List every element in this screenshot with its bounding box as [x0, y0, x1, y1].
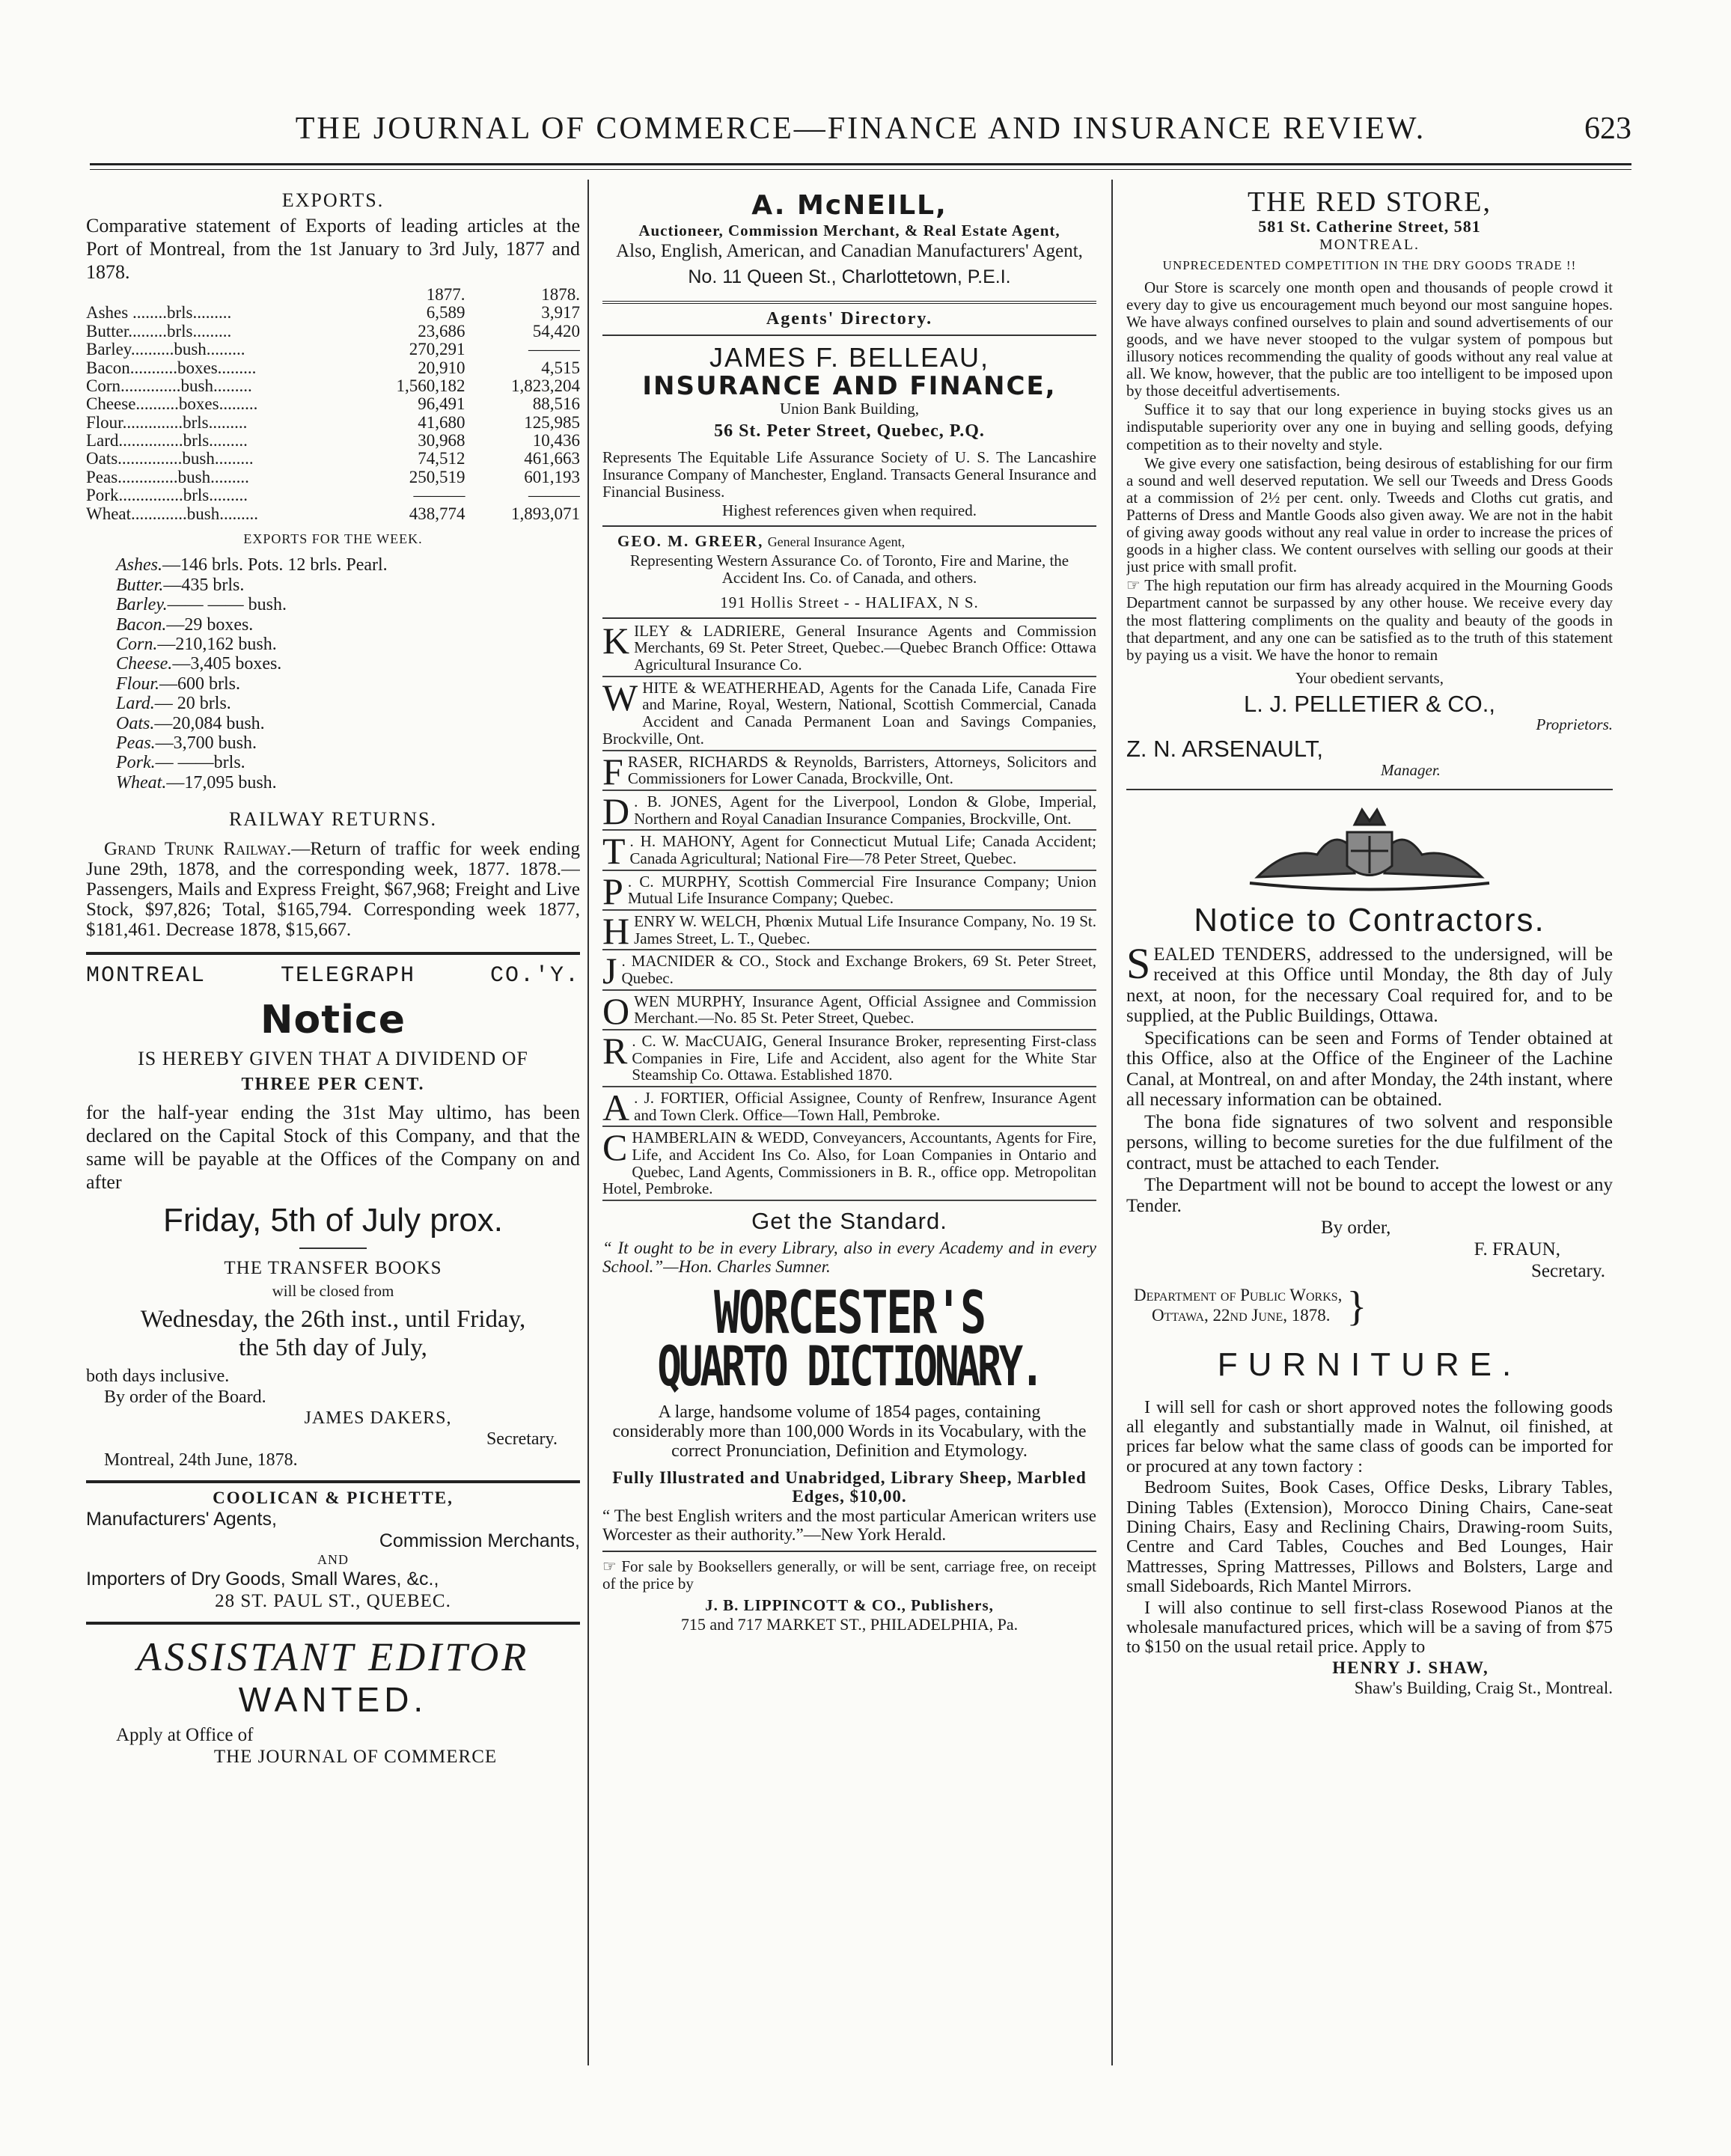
export-value: 88,516 [532, 394, 580, 414]
masthead [90, 112, 1631, 157]
contractors-p1-text: EALED TENDERS, addressed to the undersigned, will be received at this Office until Monday, the 8th day of July next, at noon, for the necessary Coal required for, and to be supplied, at the Public Buildings, Ottawa. [1126, 944, 1613, 1027]
export-item: Cheese..........boxes......... [86, 395, 258, 414]
week-item-value: —17,095 bush. [166, 772, 277, 793]
assistant-apply: Apply at Office of [116, 1724, 254, 1745]
list-item [116, 753, 580, 772]
directory-dropcap: T [602, 830, 626, 873]
masthead-rule [90, 163, 1631, 165]
assistant-journal: THE JOURNAL OF COMMERCE [213, 1746, 498, 1767]
coolican-line4: 28 ST. PAUL ST., QUEBEC. [215, 1590, 451, 1611]
telegraph-three-per-cent: THREE PER CENT. [241, 1074, 425, 1094]
coolican-name: COOLICAN & PICHETTE, [213, 1488, 454, 1508]
contractors-p4: The Department will not be bound to accept the lowest or any Tender. [1126, 1175, 1613, 1216]
coolican-line1: Manufacturers' Agents, [86, 1509, 277, 1530]
furniture-p1: I will sell for cash or short approved notes the following goods all elegantly and substantially made in Walnut, oil finished, at prices far below what the same class of goods can be imported for or procured at any town factory : [1126, 1397, 1613, 1476]
list-item [116, 773, 580, 793]
week-item-value: —3,700 bush. [155, 733, 257, 753]
contractors-p1 [1126, 938, 1613, 1027]
contractors-signer: F. FRAUN, [1474, 1239, 1560, 1260]
telegraph-hereby: IS HEREBY GIVEN THAT A DIVIDEND OF [138, 1047, 528, 1069]
list-item [116, 615, 580, 635]
telegraph-signer-title: Secretary. [486, 1429, 558, 1449]
export-item: Lard...............brls......... [86, 432, 248, 451]
greer-address: 191 Hollis Street - - HALIFAX, N S. [720, 593, 979, 611]
telegraph-closed: will be closed from [272, 1281, 394, 1300]
contractors-by-order: By order, [1321, 1218, 1391, 1239]
table-row [86, 468, 580, 486]
week-item-name: Peas. [116, 733, 156, 753]
belleau-address: 56 St. Peter Street, Quebec, P.Q. [714, 421, 985, 442]
directory-dropcap: C [602, 1126, 628, 1169]
exports-item-header [86, 286, 350, 305]
week-item-value: —146 brls. Pots. 12 brls. Pearl. [162, 555, 388, 575]
telegraph-wednesday-1: Wednesday, the 26th inst., until Friday, [140, 1306, 526, 1334]
telegraph-word: TELEGRAPH [280, 963, 416, 989]
export-value: ——— [528, 486, 580, 505]
exports-year-b: 1878. [541, 284, 580, 304]
section-rule [86, 1622, 580, 1625]
red-store-firm: L. J. PELLETIER & CO., [1244, 690, 1495, 717]
exports-heading: EXPORTS. [281, 189, 385, 211]
export-item: Peas..............bush......... [86, 468, 249, 486]
week-item-value: —210,162 bush. [157, 634, 277, 654]
export-value: 601,193 [524, 467, 580, 486]
greer-role: General Insurance Agent, [767, 534, 906, 550]
telegraph-order: By order of the Board. [104, 1387, 266, 1407]
export-value: 74,512 [418, 449, 465, 468]
red-store-tagline: UNPRECEDENTED COMPETITION IN THE DRY GOODS TRADE !! [1162, 258, 1577, 273]
telegraph-body: for the half-year ending the 31st May ultimo, has been declared on the Capital Stock of this Company, and that the same will be payable at the Offices of the Company on and after [86, 1101, 580, 1194]
export-item: Oats...............bush......... [86, 450, 254, 468]
exports-table-body [86, 304, 580, 523]
week-item-value: —435 brls. [163, 575, 245, 595]
column-middle [602, 180, 1096, 2103]
mcneill-name: A. McNEILL, [751, 190, 947, 221]
list-item [116, 674, 580, 694]
list-item [116, 694, 580, 713]
export-value: 20,910 [418, 358, 465, 377]
section-rule [86, 952, 580, 955]
standard-publisher: J. B. LIPPINCOTT & CO., Publishers, [705, 1596, 994, 1615]
telegraph-heading [86, 964, 580, 988]
directory-entry [602, 791, 1096, 831]
section-rule [602, 525, 1096, 527]
export-value: 4,515 [541, 358, 580, 377]
export-value: 3,917 [541, 303, 580, 323]
section-rule [86, 1480, 580, 1483]
assistant-wanted: WANTED. [238, 1680, 428, 1720]
directory-entry [602, 1127, 1096, 1201]
directory-entry [602, 751, 1096, 791]
belleau-text: Represents The Equitable Life Assurance Society of U. S. The Lancashire Insurance Company of Manchester, England. Transacts General Insurance and Financial Business. [602, 448, 1096, 501]
standard-heading: Get the Standard. [751, 1207, 947, 1234]
directory-entry [602, 871, 1096, 911]
directory-entry-text: . MACNIDER & CO., Stock and Exchange Brokers, 69 St. Peter Street, Quebec. [621, 952, 1096, 987]
export-value: 461,663 [524, 449, 580, 468]
standard-herald: “ The best English writers and the most particular American writers use Worcester as their authority.”—New York Herald. [602, 1506, 1096, 1545]
railway-text [86, 839, 580, 940]
directory-entries [602, 620, 1096, 1201]
railway-lead: Grand Trunk Railway. [104, 839, 292, 860]
directory-entry [602, 911, 1096, 950]
export-item: Butter.........brls......... [86, 322, 232, 340]
furniture-address: Shaw's Building, Craig St., Montreal. [1354, 1678, 1613, 1697]
red-store-p3: We give every one satisfaction, being desirous of establishing for our firm a sound and well deserved reputation. We sell our Tweeds and Dress Goods at a commission of 2½ per cent. only. Tweeds and Cloths cut gratis, and Patterns of Dress and Mantle Goods also given away. We are not in the habit of giving away goods without any real value in order to increase the prices of goods in a higher class. We content ourselves with selling our goods at their just price with small profit. [1126, 454, 1613, 576]
exports-table [86, 286, 580, 523]
directory-entry-text: . B. JONES, Agent for the Liverpool, London & Globe, Imperial, Northern and Royal Canadian Insurance Companies, Brockville, Ont. [634, 792, 1096, 828]
short-rule [299, 1248, 367, 1249]
export-item: Barley..........bush......... [86, 340, 245, 359]
belleau-building: Union Bank Building, [779, 400, 920, 418]
contractors-p3: The bona fide signatures of two solvent and responsible persons, willing to become sureties for the due fulfilment of the contract, must be attached to each Tender. [1126, 1111, 1613, 1173]
red-store-servants: Your obedient servants, [1295, 668, 1444, 687]
directory-entry-text: . C. MURPHY, Scottish Commercial Fire Insurance Company; Union Mutual Life Insurance Company; Quebec. [627, 872, 1096, 908]
section-rule [602, 1551, 1096, 1552]
list-item [116, 733, 580, 753]
greer-name: GEO. M. GREER, [617, 532, 764, 551]
contractors-dept-date: Ottawa, 22nd June, 1878. [1152, 1306, 1331, 1325]
week-item-value: —20,084 bush. [154, 713, 265, 733]
export-item: Wheat.............bush......... [86, 504, 258, 523]
week-item-name: Butter. [116, 575, 164, 595]
directory-entry-text: WEN MURPHY, Insurance Agent, Official Assignee and Commission Merchant.—No. 85 St. Peter Street, Quebec. [634, 992, 1096, 1027]
export-value: 41,680 [418, 412, 465, 432]
directory-dropcap: W [602, 676, 638, 718]
list-item [116, 555, 580, 575]
contractors-heading: Notice to Contractors. [1194, 902, 1545, 939]
week-item-name: Bacon. [116, 614, 167, 635]
week-item-value: — 20 brls. [154, 694, 231, 714]
red-store-city: MONTREAL. [1319, 236, 1420, 253]
table-row [86, 486, 580, 504]
export-item: Bacon...........boxes......... [86, 358, 257, 377]
pointing-hand-icon: ☞ [602, 1557, 617, 1576]
export-value: 96,491 [418, 394, 465, 414]
week-item-value: — ——brls. [155, 753, 245, 773]
standard-publisher-address: 715 and 717 MARKET ST., PHILADELPHIA, Pa. [680, 1615, 1019, 1634]
mcneill-line1: Auctioneer, Commission Merchant, & Real Estate Agent, [638, 221, 1060, 239]
week-item-name: Ashes. [116, 555, 162, 575]
standard-illustrated: Fully Illustrated and Unabridged, Library Sheep, Marbled Edges, $10,00. [612, 1468, 1087, 1506]
section-rule [1126, 789, 1613, 790]
table-row [86, 359, 580, 377]
telegraph-dateline: Montreal, 24th June, 1878. [104, 1450, 298, 1470]
red-store-proprietors: Proprietors. [1536, 715, 1613, 734]
list-item [116, 575, 580, 595]
directory-dropcap: P [602, 870, 623, 912]
export-item: Ashes ........brls......... [86, 304, 232, 323]
export-value: 23,686 [418, 321, 465, 340]
telegraph-wednesday-2: the 5th day of July, [239, 1334, 427, 1361]
belleau-name: JAMES F. BELLEAU, [709, 342, 990, 373]
red-store-p2: Suffice it to say that our long experience in buying stocks gives us an indisputable superiority over any one in buying and selling goods, defying competition as to their novelty and style. [1126, 400, 1613, 454]
week-item-name: Oats. [116, 713, 155, 733]
column-divider [1111, 180, 1113, 2065]
directory-entry [602, 1087, 1096, 1127]
red-store-p4-text: The high reputation our firm has already acquired in the Mourning Goods Department cannot be surpassed by any other house. We receive every day the most flattering compliments on the quality and beauty of the goods in that department, and any one can be satisfied as to the truth of this statement by paying us a visit. We have the honor to remain [1126, 576, 1613, 664]
standard-sale [602, 1558, 1096, 1592]
directory-dropcap: K [602, 619, 630, 662]
week-item-value: —600 brls. [159, 674, 241, 694]
export-value: 10,436 [532, 431, 580, 451]
red-store-p4 [1126, 577, 1613, 663]
directory-entry-text: . H. MAHONY, Agent for Connecticut Mutual Life; Canada Accident; Canada Agricultural; National Fire—78 Peter Street, Quebec. [629, 832, 1096, 867]
assistant-editor-title: ASSISTANT EDITOR [136, 1634, 530, 1679]
week-item-name: Pork. [116, 753, 156, 773]
greer-heading [602, 533, 1096, 550]
directory-dropcap: D [602, 790, 630, 832]
red-store-p1: Our Store is scarcely one month open and thousands of people crowd it every day to give us encouragement much beyond our most sanguine hopes. We have always confined ourselves to plain and sound advertisements of our goods, and we have never stooped to the vulgar system of pompous but illusory notices recommending the quality of goods without any real value at all. We know, however, that the public are too intelligent to be imposed upon by those deceitful advertisements. [1126, 278, 1613, 400]
exports-week-list [86, 555, 580, 793]
coolican-and: AND [317, 1552, 349, 1568]
table-row [86, 377, 580, 395]
table-row [86, 340, 580, 358]
table-row [86, 323, 580, 340]
contractors-p2: Specifications can be seen and Forms of Tender obtained at this Office, also at the Office of the Engineer of the Lachine Canal, at Montreal, on and after Monday, the 24th instant, where all necessary information can be obtained. [1126, 1027, 1613, 1111]
section-rule [602, 301, 1096, 304]
directory-entry-text: ENRY W. WELCH, Phœnix Mutual Life Insurance Company, No. 19 St. James Street, L. T., Quebec. [634, 911, 1096, 947]
directory-entry [602, 1030, 1096, 1087]
week-item-name: Wheat. [116, 772, 167, 793]
directory-dropcap: A [602, 1086, 630, 1129]
section-rule [602, 335, 1096, 336]
furniture-heading: FURNITURE. [1217, 1346, 1522, 1384]
standard-sale-text: For sale by Booksellers generally, or will be sent, carriage free, on receipt of the price by [602, 1557, 1096, 1593]
export-value: 1,560,182 [396, 376, 465, 395]
export-value: 270,291 [409, 340, 465, 359]
export-value: 54,420 [532, 321, 580, 340]
export-value: ——— [413, 486, 465, 505]
standard-quote: “ It ought to be in every Library, also in every Academy and in every School.”—Hon. Charles Sumner. [602, 1239, 1096, 1277]
week-item-name: Cheese. [116, 654, 173, 674]
masthead-title: THE JOURNAL OF COMMERCE—FINANCE AND INSURANCE REVIEW. [295, 112, 1426, 146]
directory-entry-text: . C. W. MacCUAIG, General Insurance Broker, representing First-class Companies in Fire, Life and Accident, also agent for the White Star Steamship Co. Ottawa. Established 1870. [632, 1031, 1096, 1084]
worcester-title: WORCESTER'S [713, 1278, 986, 1347]
export-item: Flour..............brls......... [86, 413, 248, 432]
export-value: 1,823,204 [511, 376, 580, 395]
export-value: 1,893,071 [511, 504, 580, 523]
contractors-dropcap: S [1126, 938, 1151, 988]
agents-directory-heading: Agents' Directory. [766, 308, 933, 329]
list-item [116, 714, 580, 733]
furniture-p2: Bedroom Suites, Book Cases, Office Desks, Library Tables, Dining Tables (Extension), Morocco Dining Chairs, Cane-seat Dining Chairs, Easy and Reclining Chairs, Drawing-room Suits, Centre and Card Tables, Couches and Bed Lounges, Hair Mattresses, Spring Mattresses, Pillows and Bolsters, Large and small Sideboards, Rich Mantel Mirrors. [1126, 1478, 1613, 1597]
coolican-line2: Commission Merchants, [379, 1530, 580, 1552]
belleau-firm: INSURANCE AND FINANCE, [642, 371, 1057, 402]
furniture-p3: I will also continue to sell first-class Rosewood Pianos at the wholesale manufactured prices, which will be a saving of from $75 to $150 on the usual retail price. Apply to [1126, 1598, 1613, 1658]
page-number: 623 [1584, 112, 1631, 146]
brace-icon: } [1346, 1283, 1367, 1331]
red-store-manager: Manager. [1381, 760, 1441, 779]
contractors-dept-block [1126, 1283, 1613, 1331]
mcneill-address: No. 11 Queen St., Charlottetown, P.E.I. [688, 266, 1011, 287]
furniture-signer: HENRY J. SHAW, [1332, 1658, 1489, 1677]
list-item [116, 635, 580, 654]
list-item [116, 595, 580, 614]
table-row [86, 505, 580, 523]
telegraph-word: MONTREAL [86, 963, 207, 989]
section-rule [602, 617, 1096, 619]
directory-entry-text: HAMBERLAIN & WEDD, Conveyancers, Accountants, Agents for Fire, Life, and Accident Ins Co. Also, for Loan Companies in Ontario and Quebec, Land Agents, Commissioners in B. R., office opp. Metropolitan Hotel, Pembroke. [602, 1129, 1096, 1198]
week-item-name: Barley. [116, 595, 168, 615]
column-left [86, 180, 580, 2080]
telegraph-friday: Friday, 5th of July prox. [162, 1202, 504, 1239]
directory-dropcap: F [602, 750, 623, 793]
directory-entry [602, 950, 1096, 990]
export-value: 30,968 [418, 431, 465, 451]
column-right [1126, 180, 1613, 2103]
masthead-rule-thin [90, 169, 1631, 170]
mcneill-line2: Also, English, American, and Canadian Manufacturers' Agent, [616, 240, 1083, 261]
telegraph-word: CO.'Y. [489, 963, 580, 989]
week-item-value: —3,405 boxes. [172, 654, 282, 674]
directory-entry [602, 677, 1096, 751]
column-divider [587, 180, 589, 2065]
table-row [86, 414, 580, 432]
telegraph-notice: Notice [260, 997, 406, 1042]
contractors-dept [1134, 1286, 1342, 1327]
table-row [86, 395, 580, 413]
export-value: 6,589 [426, 303, 465, 323]
exports-week-heading: EXPORTS FOR THE WEEK. [243, 531, 423, 546]
week-item-name: Flour. [116, 674, 160, 694]
directory-dropcap: R [602, 1029, 628, 1072]
telegraph-transfer: THE TRANSFER BOOKS [224, 1257, 442, 1278]
export-value: ——— [528, 340, 580, 359]
list-item [116, 654, 580, 674]
contractors-dept-name: Department of Public Works, [1134, 1286, 1343, 1305]
red-store-name: THE RED STORE, [1247, 186, 1492, 218]
directory-dropcap: H [602, 909, 630, 952]
red-store-address: 581 St. Catherine Street, 581 [1258, 217, 1481, 236]
export-value: 125,985 [524, 412, 580, 432]
exports-intro: Comparative statement of Exports of leading articles at the Port of Montreal, from the 1st January to 3rd July, 1877 and 1878. [86, 215, 580, 284]
directory-entry [602, 830, 1096, 873]
week-item-value: —29 boxes. [166, 614, 254, 635]
pointing-hand-icon: ☞ [1126, 576, 1141, 595]
railway-heading: RAILWAY RETURNS. [228, 808, 438, 831]
directory-entry-text: ILEY & LADRIERE, General Insurance Agents and Commission Merchants, 69 St. Peter Street, Quebec.—Quebec Branch Office: Ottawa Agricultural Insurance Co. [634, 621, 1096, 674]
quarto-title: QUARTO DICTIONARY. [657, 1334, 1042, 1399]
week-item-value: —— —— bush. [167, 595, 287, 615]
railway-body: —Return of traffic for week ending June 29th, 1878, and the corresponding week, 1877. 1878.—Passengers, Mails and Express Freight, $67,968; Freight and Live Stock, $97,826; Total, $165,794. Corresponding week 1877, $181,461. Decrease 1878, $15,667. [86, 839, 580, 941]
royal-coat-of-arms-icon [1242, 802, 1497, 892]
week-item-name: Corn. [116, 634, 158, 654]
directory-dropcap: J [602, 950, 617, 992]
directory-entry-text: RASER, RICHARDS & Reynolds, Barristers, Attorneys, Solicitors and Commissioners for Lower Canada, Brockville, Ont. [627, 752, 1096, 788]
telegraph-signer: JAMES DAKERS, [304, 1408, 452, 1428]
directory-entry [602, 991, 1096, 1030]
export-item: Corn..............bush......... [86, 376, 252, 395]
coolican-line3: Importers of Dry Goods, Small Wares, &c., [86, 1568, 439, 1589]
belleau-refs: Highest references given when required. [722, 501, 977, 520]
directory-entry-text: . J. FORTIER, Official Assignee, County of Renfrew, Insurance Agent and Town Clerk. Office—Town Hall, Pembroke. [634, 1088, 1096, 1124]
directory-entry [602, 620, 1096, 677]
contractors-signer-title: Secretary. [1530, 1261, 1605, 1282]
export-value: 438,774 [409, 504, 465, 523]
greer-text: Representing Western Assurance Co. of Toronto, Fire and Marine, the Accident Ins. Co. of Canada, and others. [629, 551, 1069, 587]
exports-table-header [86, 286, 580, 305]
directory-entry-text: HITE & WEATHERHEAD, Agents for the Canada Life, Canada Fire and Marine, Royal, Western, National, Scottish Commercial, Canada Accident and Canada Permanent Loan and Savings Companies, Brockville, Ont. [602, 678, 1096, 748]
standard-desc: A large, handsome volume of 1854 pages, containing considerably more than 100,000 Words in its Vocabulary, with the correct Pronunciation, Definition and Etymology. [612, 1402, 1087, 1462]
red-store-manager-name: Z. N. ARSENAULT, [1126, 736, 1323, 763]
export-value: 250,519 [409, 467, 465, 486]
exports-year-a: 1877. [426, 284, 465, 304]
table-row [86, 450, 580, 468]
table-row [86, 304, 580, 322]
telegraph-inclusive: both days inclusive. [86, 1366, 230, 1386]
week-item-name: Lard. [116, 694, 155, 714]
directory-dropcap: O [602, 989, 630, 1032]
table-row [86, 432, 580, 450]
export-item: Pork...............brls......... [86, 486, 248, 505]
